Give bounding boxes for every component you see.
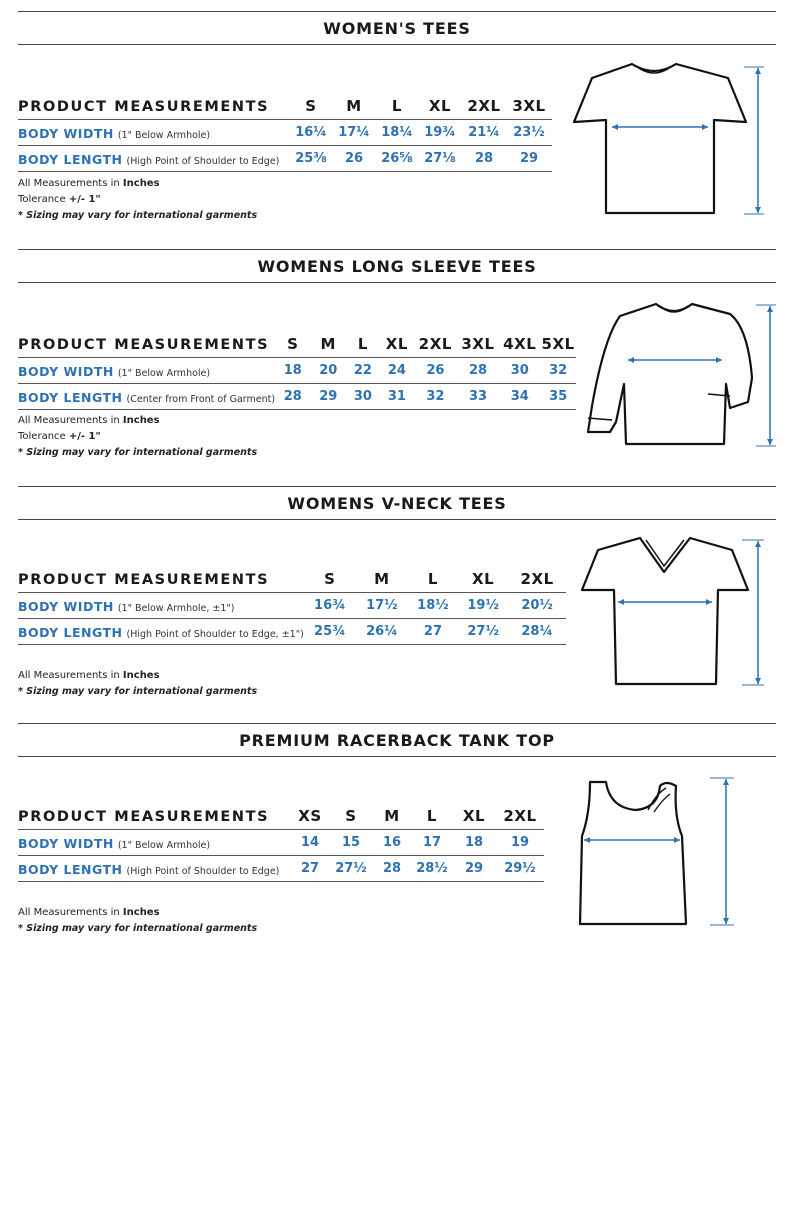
row-label bbox=[18, 619, 304, 645]
measurements-table bbox=[18, 795, 544, 882]
size-header: 2XL bbox=[520, 570, 554, 588]
size-header: S bbox=[324, 570, 336, 588]
size-header: M bbox=[374, 570, 390, 588]
row-label bbox=[18, 146, 290, 172]
tshirt-icon bbox=[566, 58, 770, 220]
size-header: L bbox=[427, 570, 439, 588]
row-label-note: (1" Below Armhole, ±1") bbox=[117, 603, 235, 614]
table-cell: 19½ bbox=[458, 593, 508, 619]
row-label-main: BODY LENGTH bbox=[18, 390, 123, 405]
disclaimer-note: * Sizing may vary for international garments bbox=[18, 447, 258, 458]
measurements-table bbox=[18, 323, 576, 410]
tolerance-value: +/- 1" bbox=[68, 194, 101, 205]
table-header-row bbox=[18, 323, 576, 358]
table-row bbox=[18, 830, 544, 856]
table-cell: 28 bbox=[372, 856, 412, 882]
v-neck-shirt-icon bbox=[572, 532, 770, 690]
table-header: PRODUCT MEASUREMENTS bbox=[18, 809, 270, 825]
measurement-notes bbox=[18, 413, 257, 461]
units-note bbox=[18, 413, 257, 429]
units-note-prefix: All Measurements in bbox=[18, 670, 123, 681]
table-cell: 17¼ bbox=[332, 120, 376, 146]
size-header: 3XL bbox=[461, 335, 495, 353]
row-label-note: (High Point of Shoulder to Edge, ±1") bbox=[126, 629, 304, 640]
table-cell: 27 bbox=[408, 619, 458, 645]
units-note-prefix: All Measurements in bbox=[18, 907, 123, 918]
table-cell: 18 bbox=[275, 358, 310, 384]
row-label-note: (1" Below Armhole) bbox=[117, 840, 211, 851]
table-cell: 17½ bbox=[356, 593, 408, 619]
table-cell: 30 bbox=[346, 384, 380, 410]
units-note bbox=[18, 905, 257, 921]
table-cell: 35 bbox=[540, 384, 576, 410]
size-header: XL bbox=[428, 97, 452, 115]
size-header: XL bbox=[385, 335, 409, 353]
size-header: XL bbox=[462, 807, 486, 825]
row-label-main: BODY WIDTH bbox=[18, 599, 114, 614]
disclaimer-note: * Sizing may vary for international garments bbox=[18, 686, 258, 697]
table-header: PRODUCT MEASUREMENTS bbox=[18, 99, 270, 115]
table-cell: 27½ bbox=[458, 619, 508, 645]
table-cell: 16 bbox=[372, 830, 412, 856]
row-label-main: BODY WIDTH bbox=[18, 126, 114, 141]
section-title: WOMENS LONG SLEEVE TEES bbox=[257, 256, 537, 276]
size-header: 4XL bbox=[503, 335, 537, 353]
table-header-row bbox=[18, 85, 552, 120]
units-note bbox=[18, 176, 257, 192]
row-label bbox=[18, 856, 290, 882]
row-label-main: BODY LENGTH bbox=[18, 862, 123, 877]
table-cell: 31 bbox=[380, 384, 414, 410]
table-cell: 15 bbox=[330, 830, 372, 856]
table-cell: 34 bbox=[499, 384, 540, 410]
size-header: 2XL bbox=[503, 807, 537, 825]
section-title: WOMENS V-NECK TEES bbox=[287, 493, 507, 513]
table-cell: 32 bbox=[414, 384, 457, 410]
table-cell: 28 bbox=[275, 384, 310, 410]
row-label-note: (Center from Front of Garment) bbox=[126, 394, 276, 405]
table-cell: 29 bbox=[452, 856, 496, 882]
table-cell: 32 bbox=[540, 358, 576, 384]
tolerance-note bbox=[18, 429, 257, 445]
row-label-note: (High Point of Shoulder to Edge) bbox=[126, 866, 280, 877]
table-row bbox=[18, 146, 552, 172]
table-cell: 27⅛ bbox=[418, 146, 462, 172]
row-label bbox=[18, 358, 275, 384]
size-header: M bbox=[320, 335, 337, 353]
table-row bbox=[18, 593, 566, 619]
section-title-bar bbox=[18, 723, 776, 757]
units-note-unit: Inches bbox=[122, 415, 160, 426]
units-note bbox=[18, 668, 257, 684]
units-note-unit: Inches bbox=[122, 670, 160, 681]
measurement-notes bbox=[18, 668, 257, 700]
table-cell: 25⅜ bbox=[290, 146, 332, 172]
table-header-row bbox=[18, 558, 566, 593]
row-label-main: BODY LENGTH bbox=[18, 152, 123, 167]
row-label bbox=[18, 384, 275, 410]
table-cell: 21¼ bbox=[462, 120, 506, 146]
table-cell: 29 bbox=[311, 384, 346, 410]
table-cell: 26¼ bbox=[356, 619, 408, 645]
table-cell: 19 bbox=[496, 830, 544, 856]
table-cell: 14 bbox=[290, 830, 330, 856]
row-label-note: (1" Below Armhole) bbox=[117, 130, 211, 141]
size-header: S bbox=[287, 335, 299, 353]
table-row bbox=[18, 384, 576, 410]
table-cell: 17 bbox=[412, 830, 452, 856]
size-header: XL bbox=[472, 570, 495, 588]
disclaimer-note: * Sizing may vary for international garments bbox=[18, 210, 258, 221]
table-cell: 16¾ bbox=[304, 593, 356, 619]
size-header: M bbox=[384, 807, 400, 825]
table-cell: 16¼ bbox=[290, 120, 332, 146]
racerback-tank-icon bbox=[572, 772, 740, 930]
table-row bbox=[18, 358, 576, 384]
size-header: 3XL bbox=[512, 97, 546, 115]
table-cell: 28½ bbox=[412, 856, 452, 882]
size-header: 2XL bbox=[418, 335, 453, 353]
table-cell: 18 bbox=[452, 830, 496, 856]
row-label-main: BODY LENGTH bbox=[18, 625, 123, 640]
section-title: WOMEN'S TEES bbox=[323, 18, 471, 38]
row-label bbox=[18, 593, 304, 619]
table-cell: 29½ bbox=[496, 856, 544, 882]
table-cell: 28 bbox=[457, 358, 500, 384]
measurements-table bbox=[18, 558, 566, 645]
table-header: PRODUCT MEASUREMENTS bbox=[18, 337, 270, 353]
disclaimer-note: * Sizing may vary for international garments bbox=[18, 923, 258, 934]
table-cell: 18¼ bbox=[376, 120, 418, 146]
table-row bbox=[18, 120, 552, 146]
size-header: 2XL bbox=[467, 97, 501, 115]
table-cell: 27 bbox=[290, 856, 330, 882]
table-cell: 30 bbox=[499, 358, 540, 384]
table-cell: 28 bbox=[462, 146, 506, 172]
section-title: PREMIUM RACERBACK TANK TOP bbox=[239, 730, 555, 750]
tolerance-prefix: Tolerance bbox=[18, 194, 69, 205]
row-label-note: (High Point of Shoulder to Edge) bbox=[126, 156, 280, 167]
units-note-prefix: All Measurements in bbox=[18, 415, 123, 426]
section-title-bar bbox=[18, 11, 776, 45]
measurements-table bbox=[18, 85, 552, 172]
size-header: L bbox=[391, 97, 403, 115]
table-cell: 26 bbox=[332, 146, 376, 172]
units-note-prefix: All Measurements in bbox=[18, 178, 123, 189]
measurement-notes bbox=[18, 176, 257, 224]
table-cell: 19¾ bbox=[418, 120, 462, 146]
tolerance-value: +/- 1" bbox=[68, 431, 101, 442]
size-header: S bbox=[305, 97, 317, 115]
row-label bbox=[18, 120, 290, 146]
size-header: S bbox=[345, 807, 357, 825]
size-header: XS bbox=[298, 807, 322, 825]
row-label bbox=[18, 830, 290, 856]
table-cell: 22 bbox=[346, 358, 380, 384]
table-cell: 23½ bbox=[506, 120, 552, 146]
table-cell: 26 bbox=[414, 358, 457, 384]
size-header: L bbox=[357, 335, 368, 353]
row-label-main: BODY WIDTH bbox=[18, 364, 114, 379]
table-cell: 28¼ bbox=[508, 619, 566, 645]
size-header: 5XL bbox=[541, 335, 575, 353]
table-row bbox=[18, 856, 544, 882]
table-cell: 20 bbox=[311, 358, 346, 384]
table-cell: 25¾ bbox=[304, 619, 356, 645]
row-label-main: BODY WIDTH bbox=[18, 836, 114, 851]
size-header: M bbox=[346, 97, 362, 115]
section-title-bar bbox=[18, 486, 776, 520]
table-cell: 27½ bbox=[330, 856, 372, 882]
measurement-notes bbox=[18, 905, 257, 937]
table-cell: 24 bbox=[380, 358, 414, 384]
table-row bbox=[18, 619, 566, 645]
long-sleeve-shirt-icon bbox=[580, 298, 780, 454]
table-cell: 29 bbox=[506, 146, 552, 172]
table-header-row bbox=[18, 795, 544, 830]
units-note-unit: Inches bbox=[122, 178, 160, 189]
section-title-bar bbox=[18, 249, 776, 283]
table-cell: 20½ bbox=[508, 593, 566, 619]
tolerance-note bbox=[18, 192, 257, 208]
table-cell: 26⅝ bbox=[376, 146, 418, 172]
units-note-unit: Inches bbox=[122, 907, 160, 918]
row-label-note: (1" Below Armhole) bbox=[117, 368, 211, 379]
size-header: L bbox=[426, 807, 438, 825]
tolerance-prefix: Tolerance bbox=[18, 431, 69, 442]
table-header: PRODUCT MEASUREMENTS bbox=[18, 572, 270, 588]
table-cell: 33 bbox=[457, 384, 500, 410]
table-cell: 18½ bbox=[408, 593, 458, 619]
